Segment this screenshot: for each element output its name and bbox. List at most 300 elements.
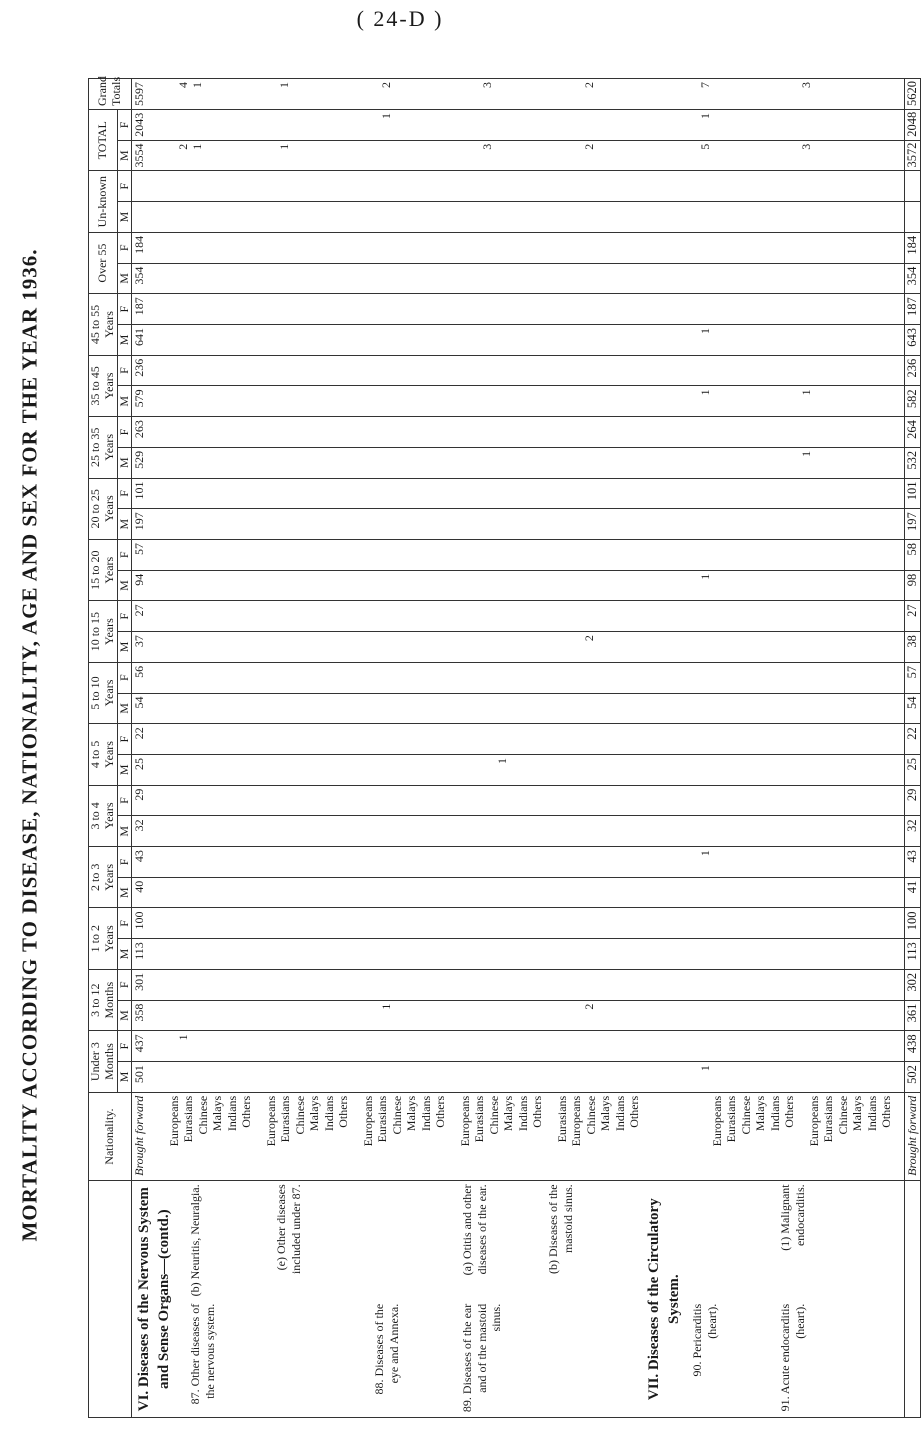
cell-value <box>393 482 408 506</box>
cell-value <box>176 297 191 321</box>
cell-value <box>219 1034 234 1058</box>
cell-value <box>248 113 263 137</box>
cell-value <box>234 881 249 905</box>
male-header: M <box>117 877 132 908</box>
cell-value <box>219 912 234 936</box>
cell-value <box>582 850 597 874</box>
cell-value <box>205 819 220 843</box>
cell-value <box>654 451 669 475</box>
cell-value <box>451 758 466 782</box>
cell-value <box>611 1065 626 1089</box>
cell-value <box>538 574 553 598</box>
cell-value <box>625 1004 640 1028</box>
cell-value: 1 <box>697 113 712 120</box>
cell-value <box>393 236 408 260</box>
cell-value <box>451 942 466 966</box>
cell-value <box>741 850 756 874</box>
cell-value <box>770 604 785 628</box>
nationality-label: Indians <box>321 1095 336 1132</box>
cell-value <box>756 850 771 874</box>
cell-value <box>712 635 727 659</box>
cell-value <box>698 604 713 628</box>
cell-value <box>814 574 829 598</box>
value-column <box>132 447 905 478</box>
cell-value <box>480 205 495 229</box>
cell-value <box>770 543 785 567</box>
cell-value <box>480 881 495 905</box>
cell-value <box>814 482 829 506</box>
cell-value <box>350 297 365 321</box>
cell-value <box>625 881 640 905</box>
cell-value <box>872 1004 887 1028</box>
cell-value <box>321 666 336 690</box>
cell-value <box>770 1034 785 1058</box>
cell-value <box>799 912 814 936</box>
cell-value <box>292 482 307 506</box>
age-header: 1 to 2 Years <box>89 908 118 969</box>
cell-value <box>799 1004 814 1028</box>
cell-value <box>640 1065 655 1089</box>
bottom-total-cell: 57 <box>904 662 920 693</box>
cell-value <box>553 144 568 168</box>
cell-value <box>248 451 263 475</box>
cell-value <box>422 697 437 721</box>
cell-value <box>393 850 408 874</box>
cell-value <box>277 912 292 936</box>
cell-value <box>582 819 597 843</box>
cell-value <box>857 543 872 567</box>
cell-value <box>480 389 495 413</box>
cell-value <box>814 174 829 198</box>
nationality-label: Indians <box>767 1095 782 1132</box>
cell-value <box>379 574 394 598</box>
cell-value <box>611 174 626 198</box>
cell-value <box>872 174 887 198</box>
cell-value <box>727 82 742 106</box>
cell-value: 2 <box>581 1003 596 1010</box>
cell-value <box>393 297 408 321</box>
female-header: F <box>117 539 132 570</box>
cell-value <box>321 819 336 843</box>
cell-value: 2 <box>581 82 596 88</box>
cell-value: 1 <box>799 389 814 396</box>
cell-value <box>335 1034 350 1058</box>
cell-value <box>509 267 524 291</box>
cell-value <box>524 819 539 843</box>
cell-value <box>625 82 640 106</box>
cell-value <box>756 635 771 659</box>
cell-value <box>480 635 495 659</box>
cell-value <box>640 451 655 475</box>
cell-value <box>321 635 336 659</box>
cell-value <box>277 1034 292 1058</box>
cell-value <box>799 758 814 782</box>
cell-value <box>350 758 365 782</box>
cell-value <box>553 912 568 936</box>
cell-value <box>596 389 611 413</box>
cell-value <box>480 912 495 936</box>
cell-value <box>727 635 742 659</box>
cell-value <box>277 727 292 751</box>
cell-value <box>277 267 292 291</box>
cell-value <box>176 359 191 383</box>
cell-value <box>393 1065 408 1089</box>
cell-value <box>843 881 858 905</box>
cell-value <box>176 113 191 137</box>
cell-value <box>422 758 437 782</box>
cell-value <box>379 758 394 782</box>
cell-value: 1 <box>697 389 712 396</box>
cell-value: 1 <box>190 143 205 150</box>
cell-value <box>611 635 626 659</box>
cell-value <box>248 758 263 782</box>
cell-value: 5 <box>697 143 712 150</box>
cell-value <box>306 942 321 966</box>
cell-value <box>437 697 452 721</box>
cell-value <box>538 973 553 997</box>
cell-value <box>248 1034 263 1058</box>
cell-value <box>335 482 350 506</box>
cell-value <box>335 205 350 229</box>
female-header: F <box>117 662 132 693</box>
cell-value <box>770 267 785 291</box>
cell-value <box>292 420 307 444</box>
cell-value <box>495 1065 510 1089</box>
cell-value <box>393 942 408 966</box>
cell-value: 1 <box>277 82 292 88</box>
cell-value <box>451 482 466 506</box>
cell-value <box>480 819 495 843</box>
nationality-label: Europeans <box>569 1095 584 1147</box>
cell-value <box>408 789 423 813</box>
cell-value <box>219 973 234 997</box>
cell-value <box>306 144 321 168</box>
cell-value <box>814 789 829 813</box>
cell-value <box>277 113 292 137</box>
cell-value <box>509 574 524 598</box>
cell-value <box>176 912 191 936</box>
cell-value <box>451 727 466 751</box>
cell-value <box>741 973 756 997</box>
cell-value <box>625 328 640 352</box>
value-column <box>132 539 905 570</box>
cell-value <box>828 543 843 567</box>
cell-value <box>335 174 350 198</box>
cell-value <box>350 973 365 997</box>
cell-value <box>509 635 524 659</box>
cell-value <box>727 942 742 966</box>
cell-value <box>248 1065 263 1089</box>
cell-value <box>640 482 655 506</box>
cell-value <box>828 420 843 444</box>
cell-value <box>741 328 756 352</box>
cell-value <box>321 912 336 936</box>
cell-value <box>611 205 626 229</box>
cell-value: 3 <box>799 82 814 88</box>
cell-value <box>712 543 727 567</box>
cell-value <box>756 819 771 843</box>
cell-value: 40 <box>132 880 147 893</box>
cell-value <box>770 850 785 874</box>
cell-value <box>727 666 742 690</box>
cell-value <box>292 697 307 721</box>
cell-value <box>596 482 611 506</box>
cell-value <box>712 174 727 198</box>
cell-value <box>292 359 307 383</box>
cell-value <box>698 267 713 291</box>
cell-value <box>799 543 814 567</box>
cell-value <box>596 205 611 229</box>
cell-value <box>393 420 408 444</box>
cell-value <box>712 482 727 506</box>
cell-value <box>640 789 655 813</box>
cell-value <box>422 451 437 475</box>
cell-value <box>234 512 249 536</box>
cell-value <box>422 297 437 321</box>
cell-value <box>248 359 263 383</box>
cell-value <box>553 236 568 260</box>
cell-value: 101 <box>132 481 147 500</box>
cell-value <box>495 727 510 751</box>
cell-value <box>335 727 350 751</box>
cell-value <box>698 697 713 721</box>
disease-88: 88. Diseases of the eye and Annexa. <box>372 1303 401 1395</box>
cell-value <box>234 328 249 352</box>
cell-value <box>857 328 872 352</box>
cell-value <box>321 512 336 536</box>
cell-value <box>843 666 858 690</box>
cell-value <box>553 973 568 997</box>
cell-value <box>495 697 510 721</box>
cell-value <box>408 267 423 291</box>
cell-value <box>741 267 756 291</box>
cell-value <box>335 113 350 137</box>
cell-value <box>393 359 408 383</box>
page-side-title <box>0 80 60 1410</box>
cell-value <box>190 267 205 291</box>
cell-value <box>640 389 655 413</box>
cell-value <box>292 1065 307 1089</box>
cell-value <box>205 912 220 936</box>
cell-value <box>799 328 814 352</box>
nationality-label: Brought forward <box>132 1095 147 1176</box>
page-number: ( 24-D ) <box>356 6 444 31</box>
cell-value <box>509 727 524 751</box>
cell-value <box>814 604 829 628</box>
cell-value <box>799 635 814 659</box>
cell-value <box>306 543 321 567</box>
cell-value <box>843 604 858 628</box>
cell-value <box>582 881 597 905</box>
cell-value <box>335 942 350 966</box>
brought-forward-bottom-row <box>904 79 920 1418</box>
cell-value <box>582 113 597 137</box>
cell-value <box>350 420 365 444</box>
disease-column <box>132 1181 905 1418</box>
cell-value <box>437 1004 452 1028</box>
cell-value <box>422 205 437 229</box>
cell-value <box>582 697 597 721</box>
cell-value <box>553 512 568 536</box>
cell-value <box>843 144 858 168</box>
cell-value <box>756 789 771 813</box>
cell-value <box>756 727 771 751</box>
cell-value <box>422 1004 437 1028</box>
cell-value <box>625 574 640 598</box>
cell-value <box>437 912 452 936</box>
cell-value <box>379 359 394 383</box>
cell-value <box>814 267 829 291</box>
cell-value <box>234 420 249 444</box>
cell-value <box>654 236 669 260</box>
cell-value <box>219 666 234 690</box>
cell-value <box>553 942 568 966</box>
total-header: TOTAL <box>89 110 118 171</box>
cell-value <box>654 973 669 997</box>
cell-value <box>654 604 669 628</box>
cell-value <box>727 912 742 936</box>
cell-value <box>234 850 249 874</box>
cell-value <box>814 389 829 413</box>
cell-value <box>234 942 249 966</box>
cell-value <box>480 1004 495 1028</box>
cell-value <box>596 942 611 966</box>
cell-value <box>741 144 756 168</box>
cell-value <box>712 512 727 536</box>
cell-value <box>741 482 756 506</box>
cell-value <box>437 666 452 690</box>
cell-value <box>132 205 147 229</box>
cell-value <box>828 267 843 291</box>
cell-value <box>857 973 872 997</box>
cell-value: 2 <box>378 82 393 88</box>
cell-value <box>234 604 249 628</box>
cell-value <box>727 297 742 321</box>
cell-value <box>698 174 713 198</box>
cell-value <box>712 973 727 997</box>
cell-value <box>857 574 872 598</box>
cell-value <box>393 328 408 352</box>
nationality-label: Chinese <box>292 1095 307 1135</box>
cell-value <box>741 942 756 966</box>
cell-value <box>292 574 307 598</box>
mortality-table-rotated <box>88 76 919 1418</box>
cell-value <box>727 113 742 137</box>
cell-value <box>582 604 597 628</box>
cell-value <box>799 697 814 721</box>
cell-value <box>611 942 626 966</box>
cell-value <box>538 789 553 813</box>
cell-value <box>408 543 423 567</box>
cell-value <box>422 174 437 198</box>
cell-value <box>611 236 626 260</box>
cell-value <box>422 82 437 106</box>
cell-value <box>277 451 292 475</box>
cell-value <box>335 666 350 690</box>
cell-value <box>451 789 466 813</box>
cell-value <box>625 973 640 997</box>
cell-value <box>292 236 307 260</box>
cell-value <box>335 144 350 168</box>
bottom-total-cell: 3572 <box>904 140 920 171</box>
cell-value <box>698 942 713 966</box>
cell-value <box>538 144 553 168</box>
cell-value <box>538 482 553 506</box>
cell-value <box>379 420 394 444</box>
cell-value <box>350 881 365 905</box>
cell-value <box>582 359 597 383</box>
cell-value <box>176 819 191 843</box>
cell-value <box>190 512 205 536</box>
cell-value <box>306 727 321 751</box>
cell-value <box>654 1004 669 1028</box>
cell-value <box>248 267 263 291</box>
cell-value <box>190 205 205 229</box>
cell-value <box>654 420 669 444</box>
cell-value <box>828 604 843 628</box>
cell-value <box>654 758 669 782</box>
cell-value <box>306 389 321 413</box>
cell-value <box>654 635 669 659</box>
value-column <box>132 1062 905 1093</box>
cell-value <box>509 82 524 106</box>
cell-value <box>698 912 713 936</box>
cell-value <box>393 727 408 751</box>
cell-value <box>843 82 858 106</box>
cell-value <box>625 758 640 782</box>
cell-value <box>843 912 858 936</box>
cell-value <box>190 666 205 690</box>
cell-value <box>741 297 756 321</box>
cell-value <box>814 1065 829 1089</box>
cell-value <box>799 850 814 874</box>
nationality-label: Europeans <box>709 1095 724 1147</box>
cell-value <box>625 297 640 321</box>
section-vi-title: VI. Diseases of the Nervous System and Sense Organs—(contd.) <box>136 1187 173 1412</box>
cell-value <box>205 205 220 229</box>
cell-value <box>524 574 539 598</box>
cell-value <box>524 1034 539 1058</box>
cell-value <box>857 850 872 874</box>
cell-value <box>756 82 771 106</box>
cell-value <box>698 973 713 997</box>
cell-value <box>248 144 263 168</box>
cell-value <box>538 267 553 291</box>
cell-value <box>321 1065 336 1089</box>
cell-value <box>538 297 553 321</box>
cell-value <box>422 420 437 444</box>
male-header: M <box>117 263 132 294</box>
cell-value <box>524 113 539 137</box>
cell-value <box>843 267 858 291</box>
cell-value <box>698 819 713 843</box>
cell-value <box>712 1065 727 1089</box>
cell-value: 2 <box>581 143 596 150</box>
cell-value <box>582 328 597 352</box>
cell-value <box>321 727 336 751</box>
cell-value <box>451 697 466 721</box>
cell-value <box>350 574 365 598</box>
cell-value <box>828 666 843 690</box>
cell-value: 3 <box>480 82 495 88</box>
cell-value <box>857 297 872 321</box>
nationality-label: Indians <box>612 1095 627 1132</box>
cell-value <box>596 574 611 598</box>
cell-value <box>205 1065 220 1089</box>
nationality-label: Europeans <box>457 1095 472 1147</box>
cell-value <box>509 881 524 905</box>
cell-value <box>451 850 466 874</box>
